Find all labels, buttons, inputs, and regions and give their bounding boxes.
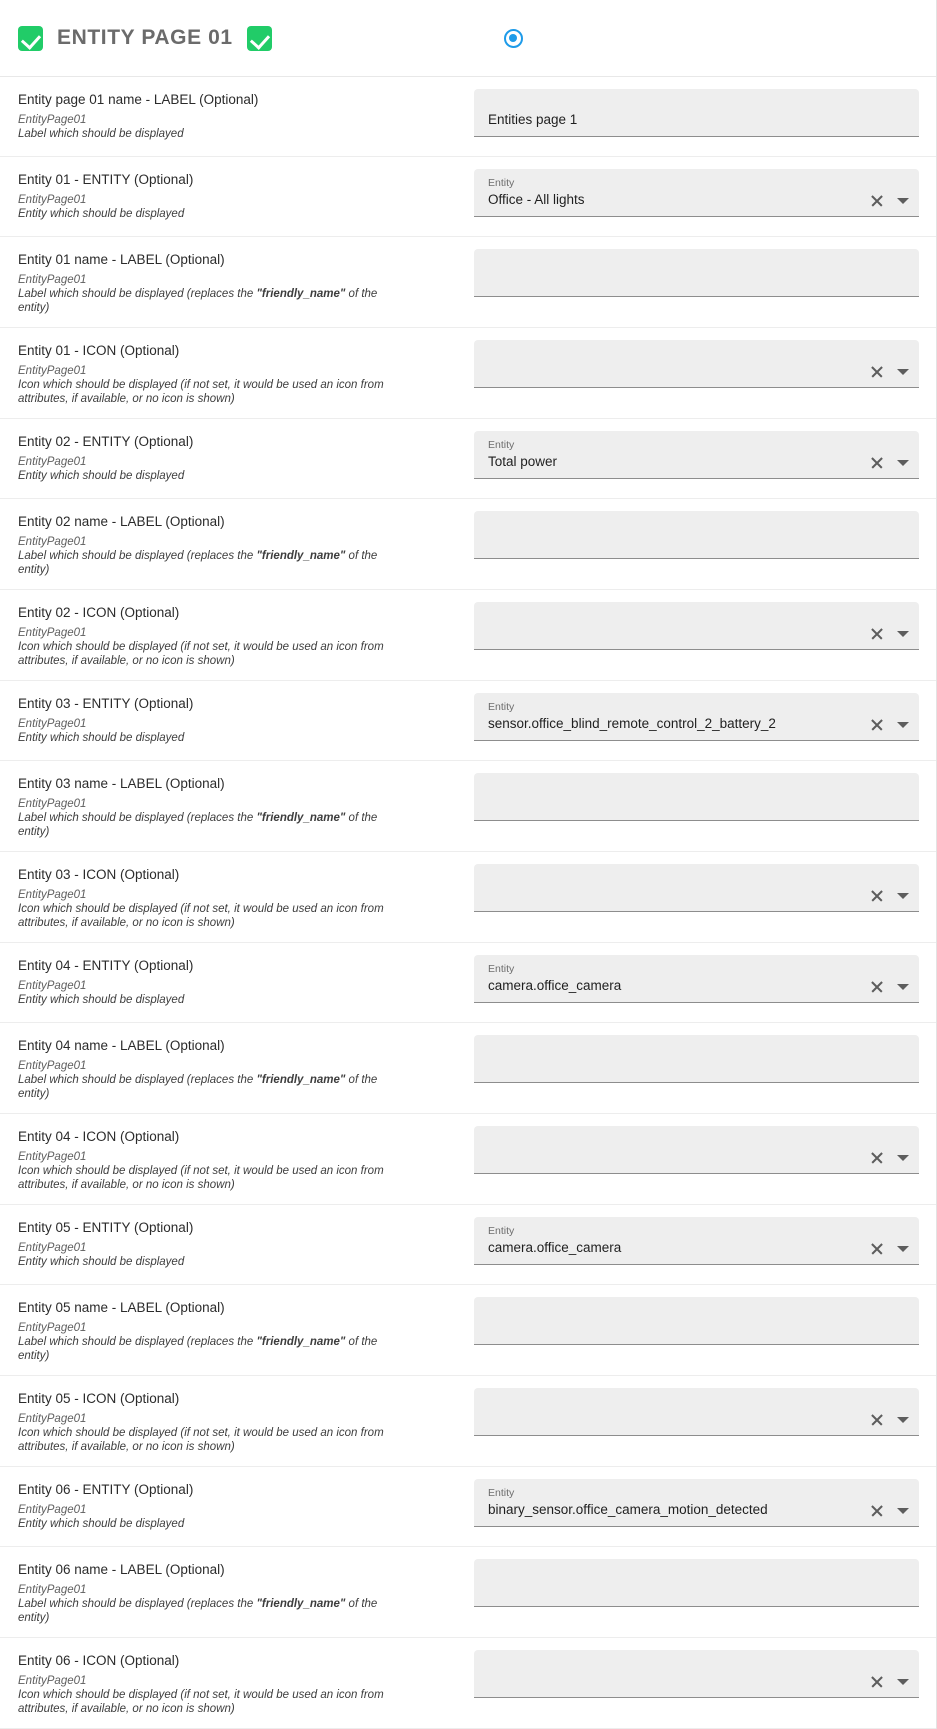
clear-icon[interactable]: [870, 1242, 884, 1256]
row-label-column: [18, 1217, 458, 1269]
row-title: Entity 05 - ENTITY (Optional): [18, 1220, 194, 1235]
entity-select-field[interactable]: [474, 602, 919, 650]
row-subtitle: EntityPage01: [18, 718, 87, 730]
row-description: Icon which should be displayed (if not set, it would be used an icon from attributes, if available, or no icon is shown): [18, 1165, 384, 1191]
row-field-column: [458, 340, 919, 388]
field-float-label: Entity: [488, 177, 515, 189]
clear-icon[interactable]: [870, 194, 884, 208]
row-field-column: [458, 1126, 919, 1174]
settings-row: [0, 1547, 936, 1638]
field-inner: [488, 271, 909, 289]
field-actions: [862, 456, 909, 471]
row-title: Entity 04 - ICON (Optional): [18, 1129, 180, 1144]
entity-select-field[interactable]: [474, 1650, 919, 1698]
entity-select-field[interactable]: [474, 1388, 919, 1436]
row-subtitle: EntityPage01: [18, 627, 87, 639]
row-field-column: [458, 955, 919, 1003]
field-inner: [488, 886, 862, 904]
field-inner: [488, 111, 909, 129]
field-inner: [488, 1410, 862, 1428]
field-value[interactable]: sensor.office_blind_remote_control_2_battery_2: [488, 716, 776, 731]
header-checkbox-left[interactable]: [18, 26, 43, 51]
row-subtitle: EntityPage01: [18, 456, 87, 468]
entity-select-field[interactable]: [474, 1479, 919, 1527]
row-title: Entity 01 - ICON (Optional): [18, 343, 180, 358]
row-title: Entity 04 - ENTITY (Optional): [18, 958, 194, 973]
row-title: Entity 05 name - LABEL (Optional): [18, 1300, 225, 1315]
row-field-column: [458, 249, 919, 297]
field-float-label: Entity: [488, 963, 515, 975]
field-inner: [488, 1319, 909, 1337]
row-label-column: [18, 864, 458, 930]
row-description: Icon which should be displayed (if not set, it would be used an icon from attributes, if available, or no icon is shown): [18, 1427, 384, 1453]
row-description: Icon which should be displayed (if not set, it would be used an icon from attributes, if available, or no icon is shown): [18, 903, 384, 929]
row-description: Icon which should be displayed (if not set, it would be used an icon from attributes, if available, or no icon is shown): [18, 1689, 384, 1715]
entity-select-field[interactable]: [474, 169, 919, 217]
chevron-down-icon[interactable]: [897, 631, 909, 637]
settings-row-list: [0, 77, 936, 1729]
field-actions: [862, 1242, 909, 1257]
field-actions: [862, 365, 909, 380]
field-value[interactable]: [488, 1148, 862, 1166]
row-label-column: [18, 89, 458, 141]
row-subtitle: EntityPage01: [18, 194, 87, 206]
row-field-column: [458, 89, 919, 137]
field-value[interactable]: [488, 1410, 862, 1428]
field-inner: [488, 624, 862, 642]
row-title: Entity 05 - ICON (Optional): [18, 1391, 180, 1406]
chevron-down-icon[interactable]: [897, 1417, 909, 1423]
field-inner: [488, 362, 862, 380]
row-label-column: [18, 340, 458, 406]
field-actions: [862, 1151, 909, 1166]
clear-icon[interactable]: [870, 365, 884, 379]
row-description: Label which should be displayed: [18, 128, 184, 140]
row-title: Entity 02 - ICON (Optional): [18, 605, 180, 620]
row-label-column: [18, 431, 458, 483]
row-subtitle: EntityPage01: [18, 1504, 87, 1516]
row-subtitle: EntityPage01: [18, 1322, 87, 1334]
row-description: Label which should be displayed (replaces the "friendly_name" of the entity): [18, 1074, 378, 1100]
row-title: Entity 03 - ICON (Optional): [18, 867, 180, 882]
entity-select-field[interactable]: [474, 864, 919, 912]
field-value[interactable]: [488, 1057, 909, 1075]
field-float-label: Entity: [488, 439, 515, 451]
field-actions: [862, 980, 909, 995]
row-label-column: [18, 249, 458, 315]
row-subtitle: EntityPage01: [18, 980, 87, 992]
row-description: Icon which should be displayed (if not set, it would be used an icon from attributes, if available, or no icon is shown): [18, 641, 384, 667]
row-title: Entity 02 - ENTITY (Optional): [18, 434, 194, 449]
row-field-column: [458, 1035, 919, 1083]
settings-row: [0, 499, 936, 590]
entity-select-field[interactable]: [474, 693, 919, 741]
row-label-column: [18, 169, 458, 221]
row-label-column: [18, 773, 458, 839]
settings-row: [0, 761, 936, 852]
row-label-column: [18, 1297, 458, 1363]
row-subtitle: EntityPage01: [18, 1675, 87, 1687]
field-value[interactable]: Office - All lights: [488, 192, 585, 207]
header-radio-group: [504, 29, 523, 48]
row-title: Entity 06 name - LABEL (Optional): [18, 1562, 225, 1577]
row-field-column: [458, 1297, 919, 1345]
settings-row: [0, 943, 936, 1023]
row-subtitle: EntityPage01: [18, 1242, 87, 1254]
row-label-column: [18, 1035, 458, 1101]
settings-row: [0, 1114, 936, 1205]
entity-select-field[interactable]: [474, 1126, 919, 1174]
field-inner: [488, 1672, 862, 1690]
row-title: Entity 03 name - LABEL (Optional): [18, 776, 225, 791]
field-inner: [488, 963, 862, 995]
field-value[interactable]: Total power: [488, 454, 558, 469]
clear-icon[interactable]: [870, 1151, 884, 1165]
field-value[interactable]: [488, 362, 862, 380]
field-actions: [862, 718, 909, 733]
row-label-column: [18, 955, 458, 1007]
row-field-column: [458, 602, 919, 650]
field-inner: [488, 1487, 862, 1519]
field-actions: [862, 1504, 909, 1519]
row-subtitle: EntityPage01: [18, 536, 87, 548]
row-subtitle: EntityPage01: [18, 889, 87, 901]
settings-row: [0, 590, 936, 681]
field-inner: [488, 1581, 909, 1599]
row-title: Entity 06 - ICON (Optional): [18, 1653, 180, 1668]
row-subtitle: EntityPage01: [18, 365, 87, 377]
field-value[interactable]: [488, 1319, 909, 1337]
settings-row: [0, 1467, 936, 1547]
row-field-column: [458, 773, 919, 821]
field-value[interactable]: [488, 624, 862, 642]
page-header: [0, 0, 936, 77]
row-subtitle: EntityPage01: [18, 798, 87, 810]
chevron-down-icon[interactable]: [897, 369, 909, 375]
row-description: Entity which should be displayed: [18, 208, 185, 220]
field-value[interactable]: Entities page 1: [488, 112, 578, 127]
clear-icon[interactable]: [870, 627, 884, 641]
page-title: ENTITY PAGE 01: [57, 26, 233, 49]
settings-row: [0, 1285, 936, 1376]
field-inner: [488, 439, 862, 471]
clear-icon[interactable]: [870, 1504, 884, 1518]
field-inner: [488, 701, 862, 733]
chevron-down-icon[interactable]: [897, 1246, 909, 1252]
row-field-column: [458, 1559, 919, 1607]
settings-row: [0, 1023, 936, 1114]
row-description: Label which should be displayed (replaces the "friendly_name" of the entity): [18, 1598, 378, 1624]
field-value[interactable]: [488, 886, 862, 904]
settings-row: [0, 419, 936, 499]
row-subtitle: EntityPage01: [18, 274, 87, 286]
row-label-column: [18, 1479, 458, 1531]
row-field-column: [458, 1650, 919, 1698]
settings-row: [0, 157, 936, 237]
settings-row: [0, 1376, 936, 1467]
chevron-down-icon[interactable]: [897, 1679, 909, 1685]
row-title: Entity 06 - ENTITY (Optional): [18, 1482, 194, 1497]
text-input-field[interactable]: [474, 1035, 919, 1083]
clear-icon[interactable]: [870, 980, 884, 994]
row-description: Entity which should be displayed: [18, 1518, 185, 1530]
row-label-column: [18, 1650, 458, 1716]
row-label-column: [18, 693, 458, 745]
row-description: Entity which should be displayed: [18, 732, 185, 744]
text-input-field[interactable]: [474, 773, 919, 821]
entity-select-field[interactable]: [474, 431, 919, 479]
row-description: Entity which should be displayed: [18, 1256, 185, 1268]
row-field-column: [458, 169, 919, 217]
row-description: Label which should be displayed (replaces the "friendly_name" of the entity): [18, 1336, 378, 1362]
chevron-down-icon[interactable]: [897, 1155, 909, 1161]
settings-row: [0, 328, 936, 419]
row-subtitle: EntityPage01: [18, 114, 87, 126]
entity-select-field[interactable]: [474, 1217, 919, 1265]
field-value[interactable]: [488, 271, 909, 289]
row-description: Entity which should be displayed: [18, 994, 185, 1006]
row-subtitle: EntityPage01: [18, 1151, 87, 1163]
text-input-field[interactable]: [474, 249, 919, 297]
row-description: Label which should be displayed (replaces the "friendly_name" of the entity): [18, 812, 378, 838]
row-description: Label which should be displayed (replaces the "friendly_name" of the entity): [18, 288, 378, 314]
field-value[interactable]: camera.office_camera: [488, 978, 622, 993]
row-title: Entity 04 name - LABEL (Optional): [18, 1038, 225, 1053]
text-input-field[interactable]: [474, 89, 919, 137]
row-title: Entity 02 name - LABEL (Optional): [18, 514, 225, 529]
row-field-column: [458, 511, 919, 559]
row-field-column: [458, 1388, 919, 1436]
row-label-column: [18, 602, 458, 668]
text-input-field[interactable]: [474, 1559, 919, 1607]
field-inner: [488, 1225, 862, 1257]
field-actions: [862, 194, 909, 209]
settings-row: [0, 77, 936, 157]
row-label-column: [18, 1559, 458, 1625]
row-field-column: [458, 1479, 919, 1527]
field-value[interactable]: binary_sensor.office_camera_motion_detected: [488, 1502, 768, 1517]
text-input-field[interactable]: [474, 1297, 919, 1345]
row-label-column: [18, 511, 458, 577]
field-value[interactable]: [488, 533, 909, 551]
row-title: Entity page 01 name - LABEL (Optional): [18, 92, 259, 107]
field-actions: [862, 627, 909, 642]
row-field-column: [458, 1217, 919, 1265]
settings-row: [0, 852, 936, 943]
field-inner: [488, 1057, 909, 1075]
settings-row: [0, 681, 936, 761]
row-title: Entity 01 name - LABEL (Optional): [18, 252, 225, 267]
row-subtitle: EntityPage01: [18, 1584, 87, 1596]
row-description: Label which should be displayed (replaces the "friendly_name" of the entity): [18, 550, 378, 576]
entity-select-field[interactable]: [474, 340, 919, 388]
chevron-down-icon[interactable]: [897, 460, 909, 466]
row-subtitle: EntityPage01: [18, 1413, 87, 1425]
field-value[interactable]: camera.office_camera: [488, 1240, 622, 1255]
settings-row: [0, 1205, 936, 1285]
field-inner: [488, 177, 862, 209]
chevron-down-icon[interactable]: [897, 1508, 909, 1514]
field-float-label: Entity: [488, 701, 515, 713]
row-title: Entity 01 - ENTITY (Optional): [18, 172, 194, 187]
field-inner: [488, 533, 909, 551]
settings-row: [0, 237, 936, 328]
clear-icon[interactable]: [870, 718, 884, 732]
field-inner: [488, 1148, 862, 1166]
field-value[interactable]: [488, 1581, 909, 1599]
field-actions: [862, 1675, 909, 1690]
field-float-label: Entity: [488, 1487, 515, 1499]
radio-selected-icon[interactable]: [504, 29, 523, 48]
settings-row: [0, 1638, 936, 1729]
entity-select-field[interactable]: [474, 955, 919, 1003]
field-actions: [862, 889, 909, 904]
row-description: Entity which should be displayed: [18, 470, 185, 482]
chevron-down-icon[interactable]: [897, 893, 909, 899]
row-description: Icon which should be displayed (if not set, it would be used an icon from attributes, if available, or no icon is shown): [18, 379, 384, 405]
row-field-column: [458, 431, 919, 479]
clear-icon[interactable]: [870, 456, 884, 470]
row-title: Entity 03 - ENTITY (Optional): [18, 696, 194, 711]
row-label-column: [18, 1126, 458, 1192]
field-value[interactable]: [488, 1672, 862, 1690]
header-checkbox-right[interactable]: [247, 26, 272, 51]
field-actions: [862, 1413, 909, 1428]
chevron-down-icon[interactable]: [897, 984, 909, 990]
row-label-column: [18, 1388, 458, 1454]
chevron-down-icon[interactable]: [897, 198, 909, 204]
clear-icon[interactable]: [870, 889, 884, 903]
row-subtitle: EntityPage01: [18, 1060, 87, 1072]
field-float-label: Entity: [488, 1225, 515, 1237]
text-input-field[interactable]: [474, 511, 919, 559]
clear-icon[interactable]: [870, 1675, 884, 1689]
field-value[interactable]: [488, 795, 909, 813]
chevron-down-icon[interactable]: [897, 722, 909, 728]
row-field-column: [458, 693, 919, 741]
field-inner: [488, 795, 909, 813]
clear-icon[interactable]: [870, 1413, 884, 1427]
row-field-column: [458, 864, 919, 912]
